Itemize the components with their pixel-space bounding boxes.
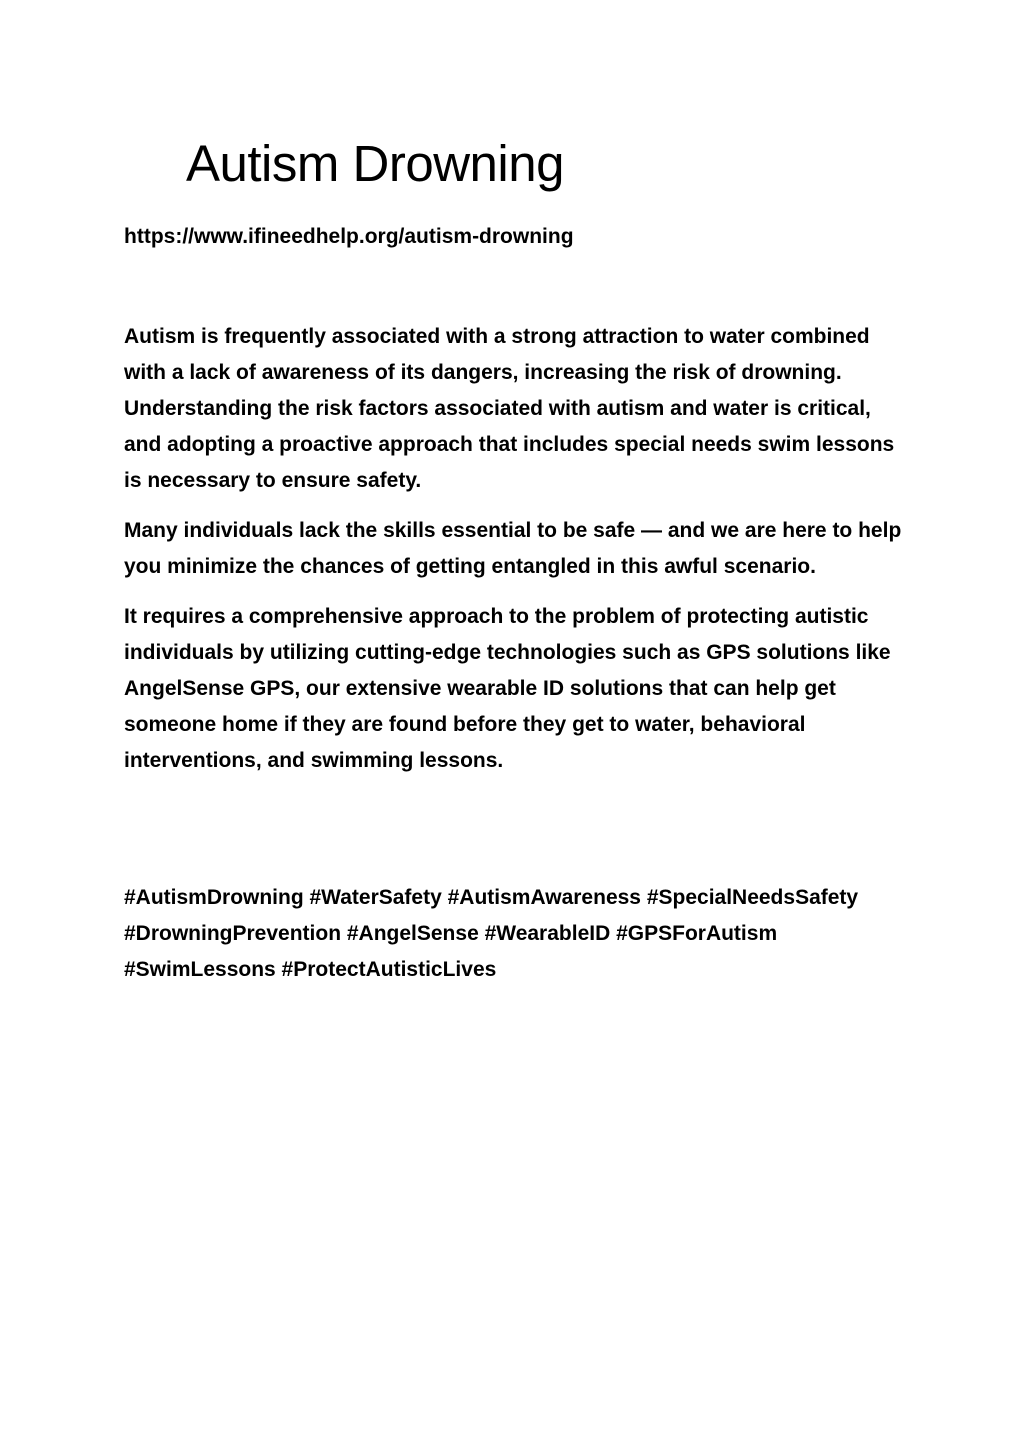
body-text: [124, 319, 909, 793]
paragraph-intro: Autism is frequently associated with a strong attraction to water combined with a lack of awareness of its dangers, increasing the risk of drowning. Understanding the risk factors associated with autism and water is critical, and adopting a proactive approach that includes special needs swim lessons is necessary to ensure safety.: [124, 325, 895, 492]
paragraph-skills: Many individuals lack the skills essential to be safe — and we are here to help you minimize the chances of getting entangled in this awful scenario.: [124, 519, 902, 578]
source-url: https://www.ifineedhelp.org/autism-drowning: [124, 225, 574, 248]
page-title: Autism Drowning: [186, 135, 564, 192]
hashtags: #AutismDrowning #WaterSafety #AutismAwareness #SpecialNeedsSafety #DrowningPrevention #AngelSense #WearableID #GPSForAutism #SwimLessons #ProtectAutisticLives: [124, 886, 859, 981]
paragraph-approach: It requires a comprehensive approach to the problem of protecting autistic individuals by utilizing cutting-edge technologies such as GPS solutions like AngelSense GPS, our extensive wearable ID solutions that can help get someone home if they are found before they get to water, behavioral interventions, and swimming lessons.: [124, 605, 891, 772]
